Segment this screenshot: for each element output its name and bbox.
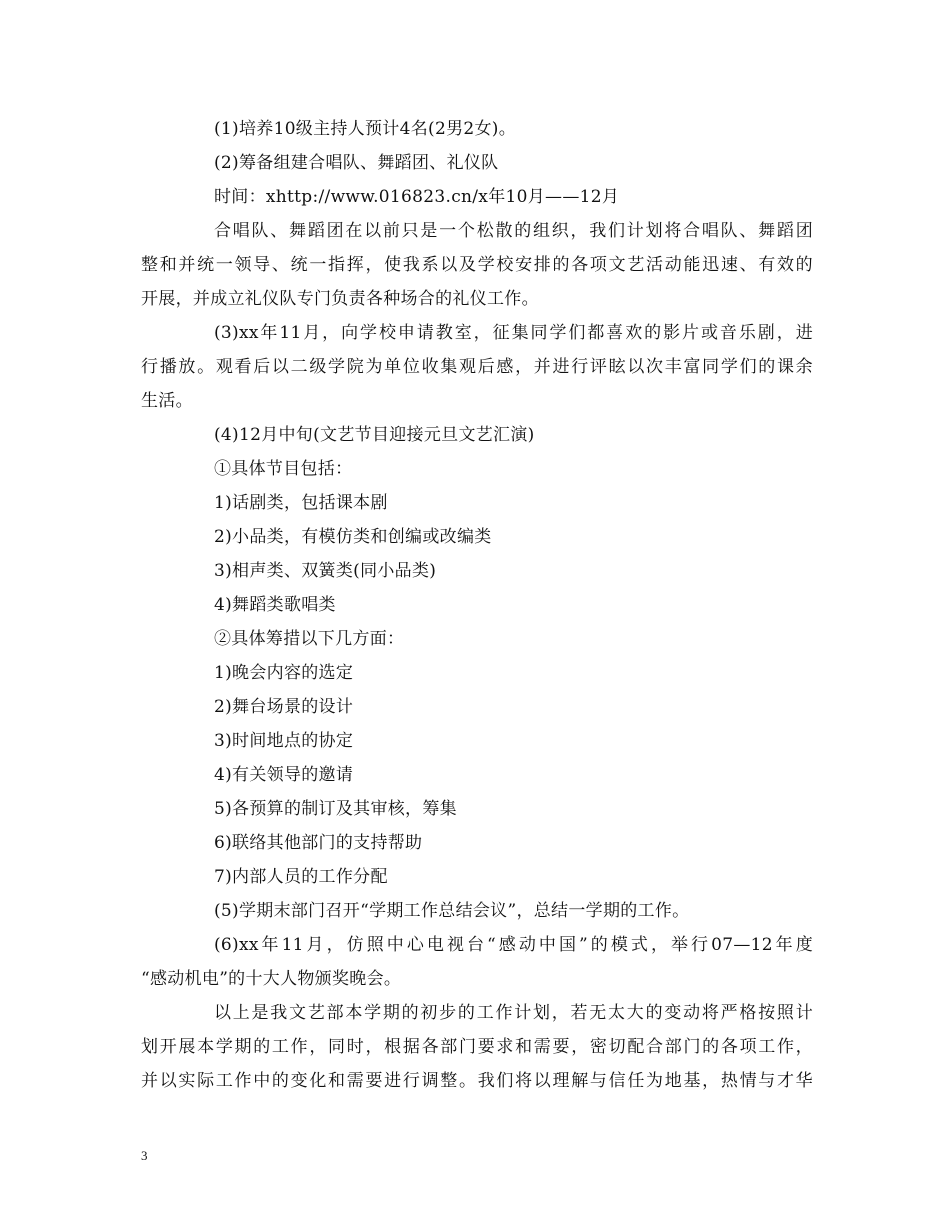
- text-line: 以上是我文艺部本学期的初步的工作计划，若无太大的变动将严格按照计: [214, 1003, 813, 1023]
- text-line: 7)内部人员的工作分配: [214, 867, 388, 887]
- text-line: ②具体筹措以下几方面：: [214, 629, 405, 649]
- text-line: 4)舞蹈类歌唱类: [214, 595, 336, 615]
- text-line: ①具体节目包括：: [214, 459, 353, 479]
- text-line: 行播放。观看后以二级学院为单位收集观后感，并进行评眩以次丰富同学们的课余: [141, 357, 813, 377]
- text-line: 3)时间地点的协定: [214, 731, 354, 751]
- text-line: 开展，并成立礼仪队专门负责各种场合的礼仪工作。: [141, 289, 539, 309]
- text-line: 6)联络其他部门的支持帮助: [214, 833, 423, 853]
- text-line: (4)12月中旬(文艺节目迎接元旦文艺汇演): [214, 425, 535, 445]
- text-line: 2)小品类，有模仿类和创编或改编类: [214, 527, 492, 547]
- text-line: 划开展本学期的工作，同时，根据各部门要求和需要，密切配合部门的各项工作，: [141, 1037, 813, 1057]
- text-line: 整和并统一领导、统一指挥，使我系以及学校安排的各项文艺活动能迅速、有效的: [141, 255, 813, 275]
- text-line: 生活。: [141, 391, 193, 411]
- page-number: 3: [141, 1148, 148, 1163]
- text-line: (1)培养10级主持人预计4名(2男2女)。: [214, 119, 517, 139]
- text-line: (3)xx年11月，向学校申请教室，征集同学们都喜欢的影片或音乐剧，进: [214, 323, 813, 343]
- text-line: 3)相声类、双簧类(同小品类): [214, 561, 437, 581]
- text-line: 时间：xhttp://www.016823.cn/x年10月——12月: [214, 187, 620, 207]
- text-line: (6)xx年11月，仿照中心电视台“感动中国”的模式，举行07—12年度: [214, 935, 813, 955]
- text-line: 1)话剧类，包括课本剧: [214, 493, 388, 513]
- text-line: (5)学期末部门召开“学期工作总结会议”，总结一学期的工作。: [214, 901, 690, 921]
- text-line: 5)各预算的制订及其审核，筹集: [214, 799, 457, 819]
- text-line: (2)筹备组建合唱队、舞蹈团、礼仪队: [214, 153, 499, 173]
- text-line: 并以实际工作中的变化和需要进行调整。我们将以理解与信任为地基，热情与才华: [141, 1071, 813, 1091]
- text-line: 2)舞台场景的设计: [214, 697, 354, 717]
- text-line: 1)晚会内容的选定: [214, 663, 354, 683]
- text-line: 4)有关领导的邀请: [214, 765, 354, 785]
- text-line: “感动机电”的十大人物颁奖晚会。: [141, 969, 402, 989]
- text-line: 合唱队、舞蹈团在以前只是一个松散的组织，我们计划将合唱队、舞蹈团: [214, 221, 813, 241]
